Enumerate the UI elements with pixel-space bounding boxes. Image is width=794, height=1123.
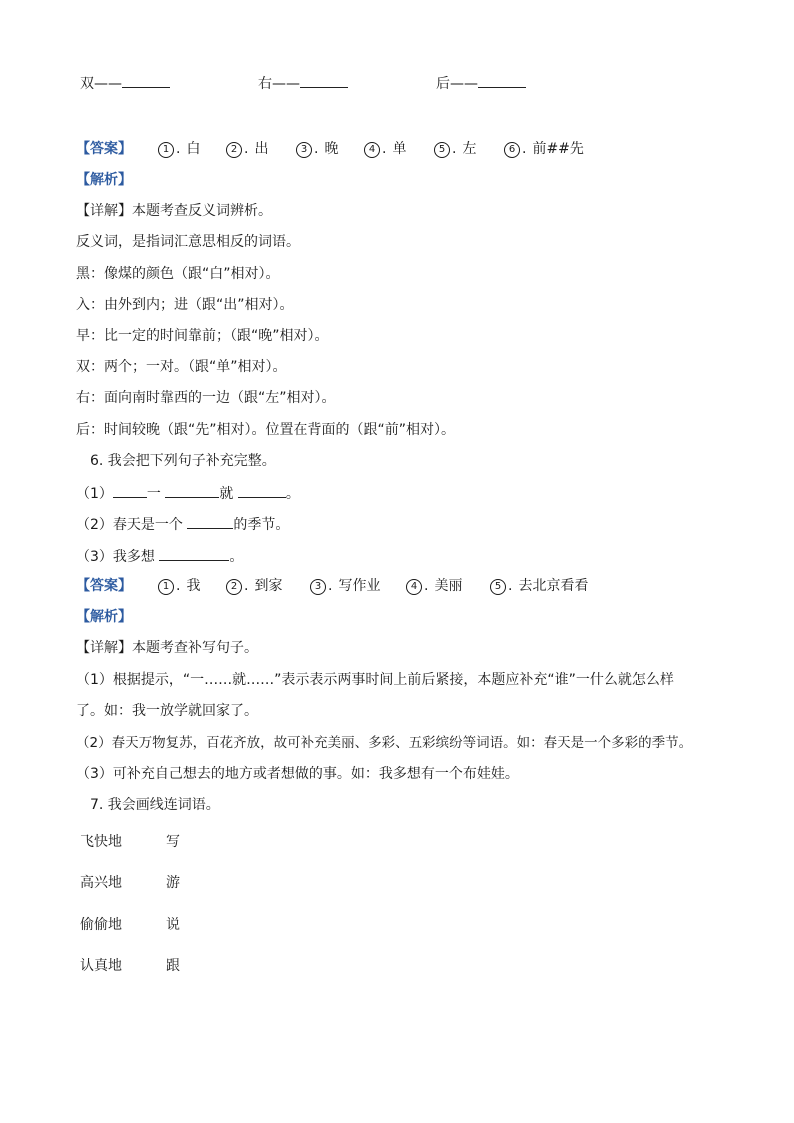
left-word[interactable]: 飞快地: [80, 834, 122, 850]
left-word[interactable]: 认真地: [80, 958, 122, 974]
antonym-item-you: [258, 72, 348, 93]
explanation-line: 早：比一定的时间靠前；（跟“晚”相对）。: [76, 328, 329, 344]
explanation-line: 右：面向南时靠西的一边（跟“左”相对）。: [76, 390, 336, 406]
question-title: 7. 我会画线连词语。: [90, 797, 220, 813]
question-title: 6. 我会把下列句子补充完整。: [90, 453, 276, 469]
antonym-word: 右——: [258, 76, 300, 92]
explanation-line: 后：时间较晚（跟“先”相对）。位置在背面的（跟“前”相对）。: [76, 422, 456, 438]
answer-item: 5 . 左: [434, 139, 476, 159]
answer-item: 3 . 晚: [296, 139, 338, 159]
answer-blank[interactable]: [122, 72, 170, 88]
answer-tag: 【答案】: [76, 141, 132, 157]
explanation-line: 了。如：我一放学就回家了。: [76, 703, 258, 719]
antonym-word: 双——: [80, 76, 122, 92]
sentence-1: （1） 一 就 。: [76, 482, 300, 504]
explanation-line: 黑：像煤的颜色（跟“白”相对）。: [76, 266, 280, 282]
detail-line: 【详解】本题考查反义词辨析。: [76, 203, 272, 219]
left-word[interactable]: 偷偷地: [80, 917, 122, 933]
answer-blank[interactable]: [113, 482, 147, 498]
answer-blank[interactable]: [478, 72, 526, 88]
sentence-3: （3）我多想 。: [76, 545, 243, 567]
answer-blank[interactable]: [187, 513, 233, 529]
answer-item: 5 . 去北京看看: [490, 576, 588, 596]
analysis-tag: 【解析】: [76, 172, 132, 188]
right-word[interactable]: 说: [166, 917, 180, 933]
answer-blank[interactable]: [238, 482, 286, 498]
answer-item: 3 . 写作业: [310, 576, 380, 596]
analysis-tag: 【解析】: [76, 609, 132, 625]
explanation-line: 双：两个；一对。（跟“单”相对）。: [76, 359, 287, 375]
explanation-line: （3）可补充自己想去的地方或者想做的事。如：我多想有一个布娃娃。: [76, 766, 519, 782]
answer-item: 2 . 出: [226, 139, 268, 159]
explanation-line: 入：由外到内；进（跟“出”相对）。: [76, 297, 294, 313]
answer-blank[interactable]: [300, 72, 348, 88]
right-word[interactable]: 写: [166, 834, 180, 850]
right-word[interactable]: 跟: [166, 958, 180, 974]
right-word[interactable]: 游: [166, 875, 180, 891]
answer-item: 1 . 白: [158, 139, 200, 159]
answer-blank[interactable]: [165, 482, 219, 498]
answer-item: 4 . 美丽: [406, 576, 462, 596]
answer-blank[interactable]: [159, 545, 229, 561]
answer-tag: 【答案】: [76, 578, 132, 594]
answer-item: 4 . 单: [364, 139, 406, 159]
antonym-word: 后——: [436, 76, 478, 92]
explanation-line: 反义词，是指词汇意思相反的词语。: [76, 234, 300, 250]
explanation-line: （2）春天万物复苏，百花齐放，故可补充美丽、多彩、五彩缤纷等词语。如：春天是一个多彩的季节。: [76, 735, 693, 751]
detail-line: 【详解】本题考查补写句子。: [76, 640, 258, 656]
antonym-item-shuang: [80, 72, 170, 93]
left-word[interactable]: 高兴地: [80, 875, 122, 891]
explanation-line: （1）根据提示，“一……就……”表示表示两事时间上前后紧接，本题应补充“谁”一什么就怎么样: [76, 672, 674, 688]
antonym-item-hou: [436, 72, 526, 93]
answer-item: 6 . 前##先: [504, 139, 584, 159]
sentence-2: （2）春天是一个 的季节。: [76, 513, 289, 535]
answer-item: 2 . 到家: [226, 576, 282, 596]
answer-item: 1 . 我: [158, 576, 200, 596]
